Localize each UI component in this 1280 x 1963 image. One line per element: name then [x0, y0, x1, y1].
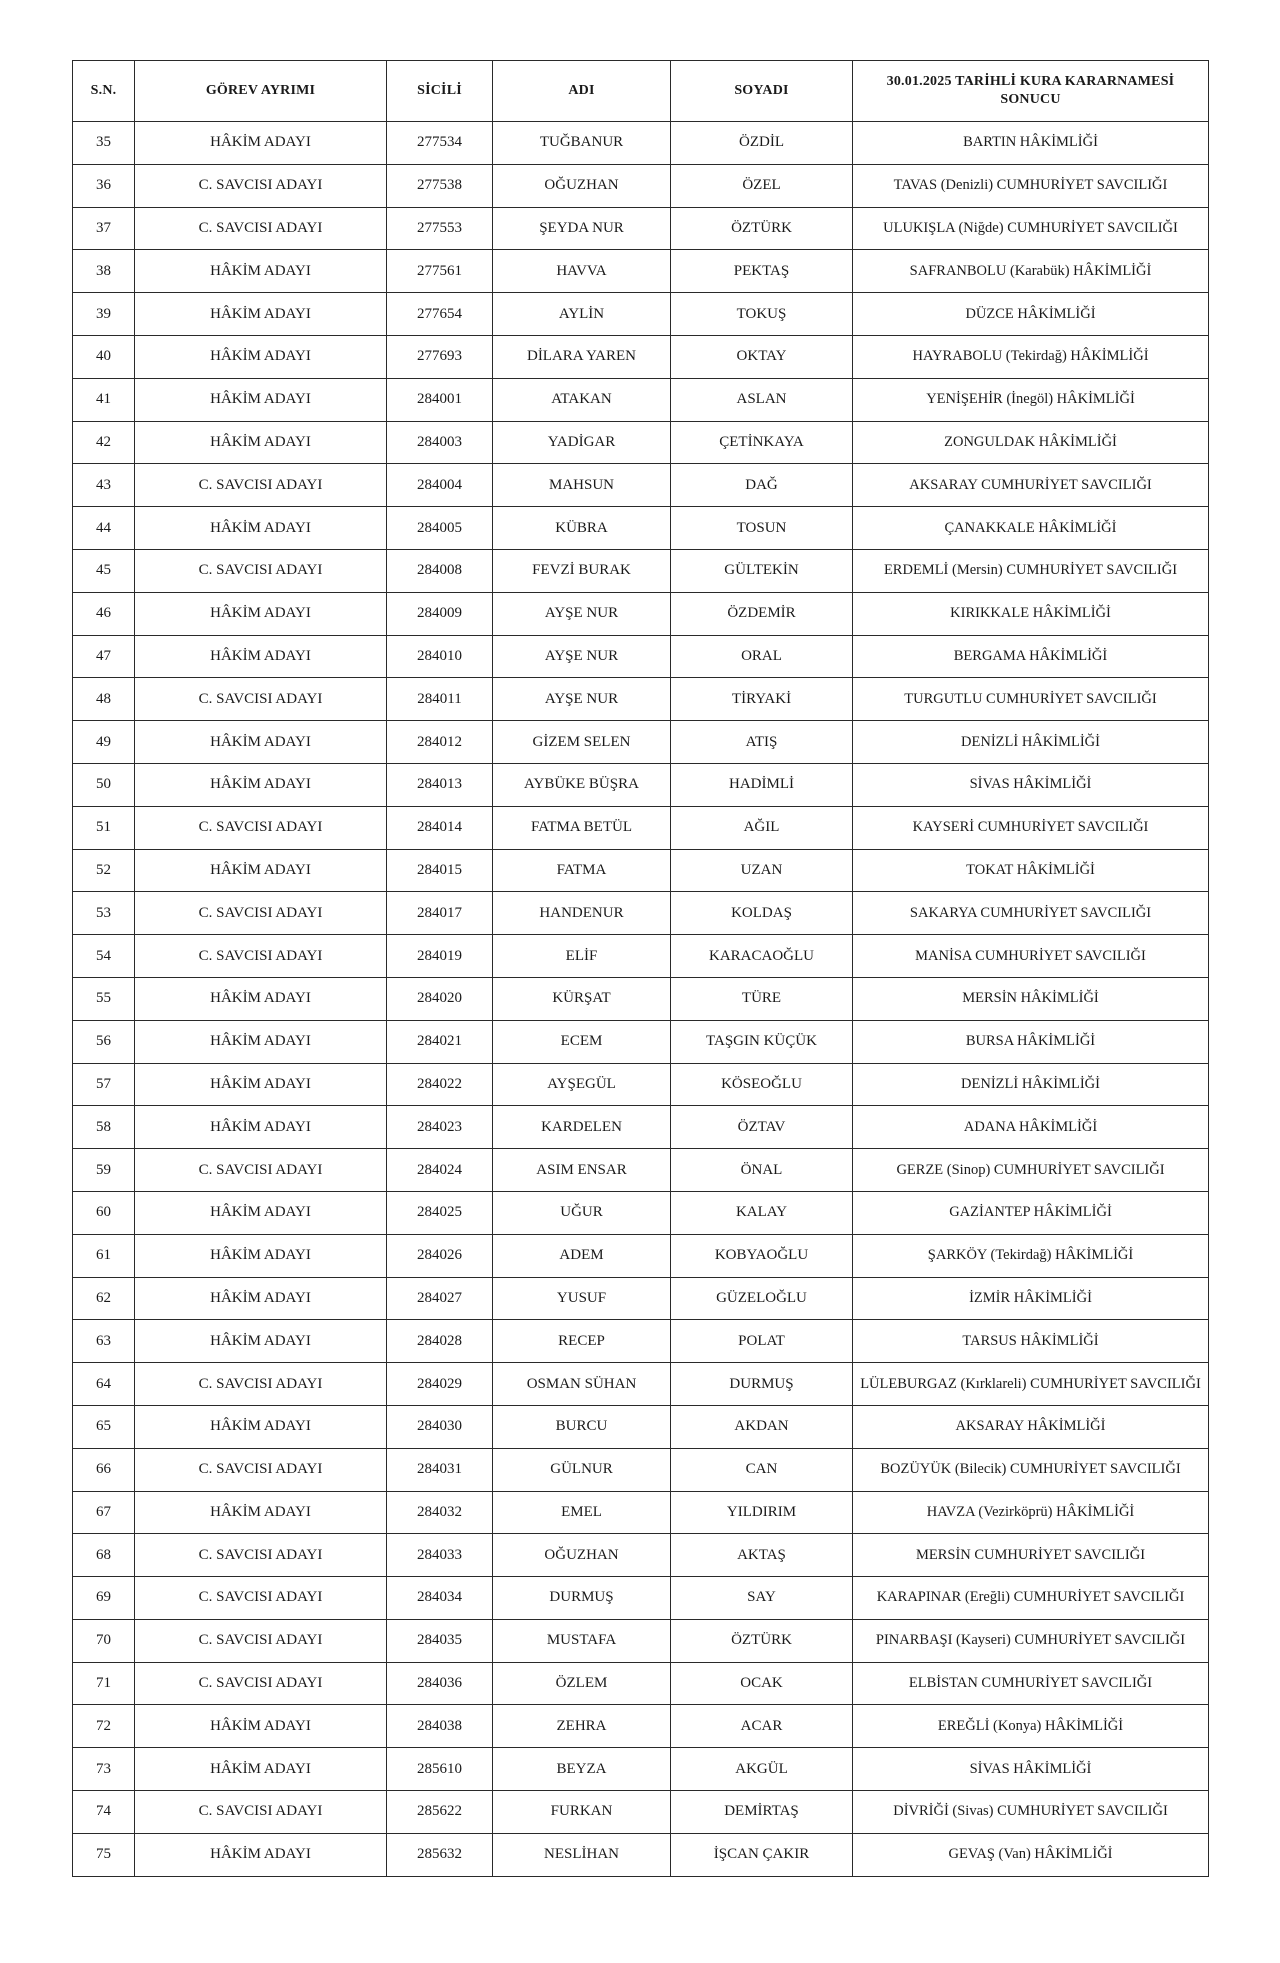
cell-kura-sonucu: KAYSERİ CUMHURİYET SAVCILIĞI — [853, 806, 1209, 849]
cell-adi: EMEL — [493, 1491, 671, 1534]
cell-sicili: 277561 — [387, 250, 493, 293]
cell-kura-sonucu: KARAPINAR (Ereğli) CUMHURİYET SAVCILIĞI — [853, 1577, 1209, 1620]
table-row — [73, 977, 1209, 1020]
cell-sicili: 284029 — [387, 1363, 493, 1406]
cell-soyadi: ORAL — [671, 635, 853, 678]
table-row — [73, 1234, 1209, 1277]
cell-sicili: 284008 — [387, 549, 493, 592]
cell-gorev-ayrimi: HÂKİM ADAYI — [135, 1405, 387, 1448]
table-row — [73, 335, 1209, 378]
cell-sicili: 284019 — [387, 935, 493, 978]
cell-sn: 51 — [73, 806, 135, 849]
cell-sicili: 284027 — [387, 1277, 493, 1320]
cell-gorev-ayrimi: HÂKİM ADAYI — [135, 635, 387, 678]
table-row — [73, 1577, 1209, 1620]
cell-soyadi: UZAN — [671, 849, 853, 892]
cell-sn: 73 — [73, 1748, 135, 1791]
cell-kura-sonucu: ULUKIŞLA (Niğde) CUMHURİYET SAVCILIĞI — [853, 207, 1209, 250]
cell-sicili: 284028 — [387, 1320, 493, 1363]
table-row — [73, 806, 1209, 849]
cell-sn: 48 — [73, 678, 135, 721]
cell-sn: 58 — [73, 1106, 135, 1149]
cell-adi: GİZEM SELEN — [493, 721, 671, 764]
cell-sn: 70 — [73, 1619, 135, 1662]
table-row — [73, 549, 1209, 592]
cell-sicili: 277553 — [387, 207, 493, 250]
cell-soyadi: ÖZEL — [671, 164, 853, 207]
cell-adi: FATMA — [493, 849, 671, 892]
table-row — [73, 1448, 1209, 1491]
cell-kura-sonucu: ZONGULDAK HÂKİMLİĞİ — [853, 421, 1209, 464]
cell-kura-sonucu: ERDEMLİ (Mersin) CUMHURİYET SAVCILIĞI — [853, 549, 1209, 592]
cell-soyadi: GÜZELOĞLU — [671, 1277, 853, 1320]
cell-gorev-ayrimi: HÂKİM ADAYI — [135, 507, 387, 550]
table-row — [73, 1277, 1209, 1320]
cell-adi: BURCU — [493, 1405, 671, 1448]
cell-sicili: 285632 — [387, 1833, 493, 1876]
cell-kura-sonucu: BURSA HÂKİMLİĞİ — [853, 1020, 1209, 1063]
cell-sicili: 284010 — [387, 635, 493, 678]
cell-kura-sonucu: TURGUTLU CUMHURİYET SAVCILIĞI — [853, 678, 1209, 721]
cell-soyadi: ACAR — [671, 1705, 853, 1748]
cell-soyadi: GÜLTEKİN — [671, 549, 853, 592]
cell-kura-sonucu: DİVRİĞİ (Sivas) CUMHURİYET SAVCILIĞI — [853, 1791, 1209, 1834]
cell-sicili: 284009 — [387, 592, 493, 635]
cell-gorev-ayrimi: HÂKİM ADAYI — [135, 721, 387, 764]
cell-kura-sonucu: MANİSA CUMHURİYET SAVCILIĞI — [853, 935, 1209, 978]
table-row — [73, 1662, 1209, 1705]
cell-sicili: 277534 — [387, 122, 493, 165]
cell-kura-sonucu: SAKARYA CUMHURİYET SAVCILIĞI — [853, 892, 1209, 935]
cell-adi: AYŞE NUR — [493, 635, 671, 678]
cell-adi: AYBÜKE BÜŞRA — [493, 763, 671, 806]
document-page — [72, 60, 1208, 1877]
table-row — [73, 207, 1209, 250]
cell-adi: ADEM — [493, 1234, 671, 1277]
table-row — [73, 507, 1209, 550]
cell-sicili: 284036 — [387, 1662, 493, 1705]
cell-sn: 59 — [73, 1149, 135, 1192]
cell-gorev-ayrimi: C. SAVCISI ADAYI — [135, 1534, 387, 1577]
cell-sicili: 284005 — [387, 507, 493, 550]
cell-sn: 45 — [73, 549, 135, 592]
cell-kura-sonucu: TARSUS HÂKİMLİĞİ — [853, 1320, 1209, 1363]
cell-soyadi: ÇETİNKAYA — [671, 421, 853, 464]
table-row — [73, 1020, 1209, 1063]
cell-gorev-ayrimi: HÂKİM ADAYI — [135, 1833, 387, 1876]
cell-sn: 68 — [73, 1534, 135, 1577]
cell-soyadi: KOLDAŞ — [671, 892, 853, 935]
cell-soyadi: TOSUN — [671, 507, 853, 550]
cell-adi: DURMUŞ — [493, 1577, 671, 1620]
table-row — [73, 935, 1209, 978]
table-row — [73, 1405, 1209, 1448]
table-row — [73, 164, 1209, 207]
table-row — [73, 250, 1209, 293]
cell-adi: ŞEYDA NUR — [493, 207, 671, 250]
cell-sn: 47 — [73, 635, 135, 678]
cell-soyadi: KÖSEOĞLU — [671, 1063, 853, 1106]
cell-sn: 49 — [73, 721, 135, 764]
cell-sn: 61 — [73, 1234, 135, 1277]
cell-sicili: 277538 — [387, 164, 493, 207]
cell-kura-sonucu: GAZİANTEP HÂKİMLİĞİ — [853, 1191, 1209, 1234]
cell-adi: KÜRŞAT — [493, 977, 671, 1020]
table-row — [73, 1363, 1209, 1406]
cell-sn: 50 — [73, 763, 135, 806]
cell-adi: AYŞE NUR — [493, 592, 671, 635]
cell-soyadi: ASLAN — [671, 378, 853, 421]
cell-sicili: 284038 — [387, 1705, 493, 1748]
cell-gorev-ayrimi: HÂKİM ADAYI — [135, 250, 387, 293]
cell-adi: YUSUF — [493, 1277, 671, 1320]
header-gorev-ayrimi: GÖREV AYRIMI — [135, 61, 387, 122]
cell-adi: KÜBRA — [493, 507, 671, 550]
cell-gorev-ayrimi: HÂKİM ADAYI — [135, 763, 387, 806]
cell-sicili: 284004 — [387, 464, 493, 507]
cell-soyadi: ÖZTAV — [671, 1106, 853, 1149]
table-row — [73, 1748, 1209, 1791]
cell-sn: 46 — [73, 592, 135, 635]
table-row — [73, 1320, 1209, 1363]
cell-adi: AYŞEGÜL — [493, 1063, 671, 1106]
cell-gorev-ayrimi: C. SAVCISI ADAYI — [135, 1791, 387, 1834]
cell-gorev-ayrimi: C. SAVCISI ADAYI — [135, 806, 387, 849]
cell-sicili: 284014 — [387, 806, 493, 849]
cell-gorev-ayrimi: HÂKİM ADAYI — [135, 1705, 387, 1748]
cell-sn: 36 — [73, 164, 135, 207]
cell-gorev-ayrimi: C. SAVCISI ADAYI — [135, 678, 387, 721]
cell-gorev-ayrimi: C. SAVCISI ADAYI — [135, 1619, 387, 1662]
cell-gorev-ayrimi: C. SAVCISI ADAYI — [135, 1363, 387, 1406]
table-row — [73, 1705, 1209, 1748]
table-row — [73, 849, 1209, 892]
cell-sn: 53 — [73, 892, 135, 935]
cell-gorev-ayrimi: C. SAVCISI ADAYI — [135, 549, 387, 592]
cell-soyadi: OKTAY — [671, 335, 853, 378]
table-row — [73, 1791, 1209, 1834]
cell-adi: KARDELEN — [493, 1106, 671, 1149]
cell-sicili: 277654 — [387, 293, 493, 336]
cell-kura-sonucu: DÜZCE HÂKİMLİĞİ — [853, 293, 1209, 336]
cell-sicili: 284012 — [387, 721, 493, 764]
cell-sicili: 284035 — [387, 1619, 493, 1662]
cell-soyadi: DAĞ — [671, 464, 853, 507]
cell-kura-sonucu: TAVAS (Denizli) CUMHURİYET SAVCILIĞI — [853, 164, 1209, 207]
cell-adi: HAVVA — [493, 250, 671, 293]
cell-sn: 57 — [73, 1063, 135, 1106]
cell-soyadi: TOKUŞ — [671, 293, 853, 336]
cell-soyadi: KALAY — [671, 1191, 853, 1234]
cell-adi: DİLARA YAREN — [493, 335, 671, 378]
cell-kura-sonucu: SİVAS HÂKİMLİĞİ — [853, 763, 1209, 806]
kura-results-table — [72, 60, 1209, 1877]
cell-gorev-ayrimi: HÂKİM ADAYI — [135, 1063, 387, 1106]
cell-gorev-ayrimi: HÂKİM ADAYI — [135, 1277, 387, 1320]
table-row — [73, 678, 1209, 721]
cell-soyadi: TİRYAKİ — [671, 678, 853, 721]
table-row — [73, 1149, 1209, 1192]
cell-gorev-ayrimi: HÂKİM ADAYI — [135, 378, 387, 421]
cell-kura-sonucu: ŞARKÖY (Tekirdağ) HÂKİMLİĞİ — [853, 1234, 1209, 1277]
cell-sn: 41 — [73, 378, 135, 421]
cell-kura-sonucu: MERSİN HÂKİMLİĞİ — [853, 977, 1209, 1020]
cell-sicili: 284015 — [387, 849, 493, 892]
cell-adi: OSMAN SÜHAN — [493, 1363, 671, 1406]
cell-sn: 74 — [73, 1791, 135, 1834]
cell-sicili: 284032 — [387, 1491, 493, 1534]
cell-kura-sonucu: HAYRABOLU (Tekirdağ) HÂKİMLİĞİ — [853, 335, 1209, 378]
cell-sn: 55 — [73, 977, 135, 1020]
cell-soyadi: DURMUŞ — [671, 1363, 853, 1406]
table-row — [73, 1063, 1209, 1106]
cell-soyadi: ÖZTÜRK — [671, 207, 853, 250]
cell-adi: AYLİN — [493, 293, 671, 336]
cell-adi: UĞUR — [493, 1191, 671, 1234]
table-header-row — [73, 61, 1209, 122]
cell-kura-sonucu: MERSİN CUMHURİYET SAVCILIĞI — [853, 1534, 1209, 1577]
cell-gorev-ayrimi: C. SAVCISI ADAYI — [135, 1448, 387, 1491]
cell-soyadi: TÜRE — [671, 977, 853, 1020]
cell-soyadi: CAN — [671, 1448, 853, 1491]
cell-gorev-ayrimi: C. SAVCISI ADAYI — [135, 892, 387, 935]
header-sicili: SİCİLİ — [387, 61, 493, 122]
cell-sicili: 284021 — [387, 1020, 493, 1063]
cell-gorev-ayrimi: HÂKİM ADAYI — [135, 1234, 387, 1277]
cell-adi: FURKAN — [493, 1791, 671, 1834]
cell-gorev-ayrimi: C. SAVCISI ADAYI — [135, 207, 387, 250]
cell-sn: 39 — [73, 293, 135, 336]
cell-adi: OĞUZHAN — [493, 1534, 671, 1577]
cell-kura-sonucu: PINARBAŞI (Kayseri) CUMHURİYET SAVCILIĞI — [853, 1619, 1209, 1662]
cell-soyadi: POLAT — [671, 1320, 853, 1363]
table-row — [73, 464, 1209, 507]
cell-adi: HANDENUR — [493, 892, 671, 935]
cell-adi: AYŞE NUR — [493, 678, 671, 721]
cell-adi: MAHSUN — [493, 464, 671, 507]
cell-soyadi: TAŞGIN KÜÇÜK — [671, 1020, 853, 1063]
cell-sn: 60 — [73, 1191, 135, 1234]
cell-sn: 71 — [73, 1662, 135, 1705]
cell-sicili: 284003 — [387, 421, 493, 464]
cell-adi: GÜLNUR — [493, 1448, 671, 1491]
cell-adi: RECEP — [493, 1320, 671, 1363]
cell-kura-sonucu: SAFRANBOLU (Karabük) HÂKİMLİĞİ — [853, 250, 1209, 293]
cell-sicili: 284022 — [387, 1063, 493, 1106]
cell-gorev-ayrimi: C. SAVCISI ADAYI — [135, 1577, 387, 1620]
cell-kura-sonucu: DENİZLİ HÂKİMLİĞİ — [853, 721, 1209, 764]
table-body — [73, 122, 1209, 1877]
cell-adi: BEYZA — [493, 1748, 671, 1791]
cell-sicili: 277693 — [387, 335, 493, 378]
cell-sn: 72 — [73, 1705, 135, 1748]
cell-kura-sonucu: YENİŞEHİR (İnegöl) HÂKİMLİĞİ — [853, 378, 1209, 421]
cell-sicili: 284034 — [387, 1577, 493, 1620]
cell-sicili: 284033 — [387, 1534, 493, 1577]
cell-adi: OĞUZHAN — [493, 164, 671, 207]
cell-gorev-ayrimi: HÂKİM ADAYI — [135, 1491, 387, 1534]
cell-sn: 37 — [73, 207, 135, 250]
cell-gorev-ayrimi: HÂKİM ADAYI — [135, 335, 387, 378]
table-row — [73, 1106, 1209, 1149]
cell-sicili: 284030 — [387, 1405, 493, 1448]
table-row — [73, 421, 1209, 464]
cell-kura-sonucu: TOKAT HÂKİMLİĞİ — [853, 849, 1209, 892]
cell-sicili: 284031 — [387, 1448, 493, 1491]
cell-adi: MUSTAFA — [493, 1619, 671, 1662]
cell-gorev-ayrimi: C. SAVCISI ADAYI — [135, 935, 387, 978]
cell-sicili: 284017 — [387, 892, 493, 935]
cell-sicili: 284001 — [387, 378, 493, 421]
cell-sicili: 284023 — [387, 1106, 493, 1149]
table-row — [73, 122, 1209, 165]
cell-soyadi: KARACAOĞLU — [671, 935, 853, 978]
cell-soyadi: AKGÜL — [671, 1748, 853, 1791]
cell-kura-sonucu: EREĞLİ (Konya) HÂKİMLİĞİ — [853, 1705, 1209, 1748]
cell-sicili: 285622 — [387, 1791, 493, 1834]
cell-sicili: 284013 — [387, 763, 493, 806]
cell-soyadi: ÖZDEMİR — [671, 592, 853, 635]
cell-soyadi: SAY — [671, 1577, 853, 1620]
table-row — [73, 378, 1209, 421]
cell-sn: 40 — [73, 335, 135, 378]
cell-gorev-ayrimi: HÂKİM ADAYI — [135, 1020, 387, 1063]
cell-soyadi: İŞCAN ÇAKIR — [671, 1833, 853, 1876]
cell-gorev-ayrimi: HÂKİM ADAYI — [135, 122, 387, 165]
cell-gorev-ayrimi: C. SAVCISI ADAYI — [135, 464, 387, 507]
cell-kura-sonucu: KIRIKKALE HÂKİMLİĞİ — [853, 592, 1209, 635]
table-row — [73, 1491, 1209, 1534]
cell-kura-sonucu: ÇANAKKALE HÂKİMLİĞİ — [853, 507, 1209, 550]
table-row — [73, 1833, 1209, 1876]
cell-soyadi: ATIŞ — [671, 721, 853, 764]
cell-kura-sonucu: HAVZA (Vezirköprü) HÂKİMLİĞİ — [853, 1491, 1209, 1534]
table-row — [73, 1534, 1209, 1577]
cell-soyadi: HADİMLİ — [671, 763, 853, 806]
cell-sn: 43 — [73, 464, 135, 507]
cell-soyadi: ÖNAL — [671, 1149, 853, 1192]
cell-gorev-ayrimi: HÂKİM ADAYI — [135, 1191, 387, 1234]
header-soyadi: SOYADI — [671, 61, 853, 122]
cell-kura-sonucu: DENİZLİ HÂKİMLİĞİ — [853, 1063, 1209, 1106]
cell-adi: ÖZLEM — [493, 1662, 671, 1705]
cell-sn: 64 — [73, 1363, 135, 1406]
cell-sicili: 285610 — [387, 1748, 493, 1791]
header-sn: S.N. — [73, 61, 135, 122]
cell-gorev-ayrimi: HÂKİM ADAYI — [135, 849, 387, 892]
cell-sn: 62 — [73, 1277, 135, 1320]
table-row — [73, 1191, 1209, 1234]
cell-sn: 75 — [73, 1833, 135, 1876]
table-row — [73, 293, 1209, 336]
cell-gorev-ayrimi: HÂKİM ADAYI — [135, 421, 387, 464]
cell-sn: 38 — [73, 250, 135, 293]
cell-sicili: 284011 — [387, 678, 493, 721]
cell-kura-sonucu: ELBİSTAN CUMHURİYET SAVCILIĞI — [853, 1662, 1209, 1705]
cell-gorev-ayrimi: HÂKİM ADAYI — [135, 1748, 387, 1791]
cell-soyadi: OCAK — [671, 1662, 853, 1705]
cell-gorev-ayrimi: HÂKİM ADAYI — [135, 1106, 387, 1149]
cell-kura-sonucu: BOZÜYÜK (Bilecik) CUMHURİYET SAVCILIĞI — [853, 1448, 1209, 1491]
table-row — [73, 763, 1209, 806]
cell-sicili: 284020 — [387, 977, 493, 1020]
cell-sn: 66 — [73, 1448, 135, 1491]
cell-adi: ZEHRA — [493, 1705, 671, 1748]
cell-gorev-ayrimi: C. SAVCISI ADAYI — [135, 164, 387, 207]
cell-kura-sonucu: GEVAŞ (Van) HÂKİMLİĞİ — [853, 1833, 1209, 1876]
cell-soyadi: YILDIRIM — [671, 1491, 853, 1534]
cell-soyadi: AKDAN — [671, 1405, 853, 1448]
cell-kura-sonucu: GERZE (Sinop) CUMHURİYET SAVCILIĞI — [853, 1149, 1209, 1192]
cell-sn: 67 — [73, 1491, 135, 1534]
cell-adi: NESLİHAN — [493, 1833, 671, 1876]
cell-soyadi: KOBYAOĞLU — [671, 1234, 853, 1277]
table-row — [73, 721, 1209, 764]
cell-gorev-ayrimi: HÂKİM ADAYI — [135, 293, 387, 336]
cell-gorev-ayrimi: HÂKİM ADAYI — [135, 592, 387, 635]
cell-sn: 69 — [73, 1577, 135, 1620]
cell-soyadi: AĞIL — [671, 806, 853, 849]
cell-kura-sonucu: ADANA HÂKİMLİĞİ — [853, 1106, 1209, 1149]
cell-kura-sonucu: AKSARAY HÂKİMLİĞİ — [853, 1405, 1209, 1448]
cell-sicili: 284024 — [387, 1149, 493, 1192]
cell-sn: 65 — [73, 1405, 135, 1448]
table-row — [73, 592, 1209, 635]
cell-adi: ECEM — [493, 1020, 671, 1063]
cell-adi: ATAKAN — [493, 378, 671, 421]
cell-adi: FEVZİ BURAK — [493, 549, 671, 592]
cell-kura-sonucu: BARTIN HÂKİMLİĞİ — [853, 122, 1209, 165]
cell-soyadi: DEMİRTAŞ — [671, 1791, 853, 1834]
cell-adi: ELİF — [493, 935, 671, 978]
cell-soyadi: ÖZDİL — [671, 122, 853, 165]
cell-soyadi: PEKTAŞ — [671, 250, 853, 293]
cell-soyadi: ÖZTÜRK — [671, 1619, 853, 1662]
cell-sn: 63 — [73, 1320, 135, 1363]
cell-sn: 52 — [73, 849, 135, 892]
cell-kura-sonucu: BERGAMA HÂKİMLİĞİ — [853, 635, 1209, 678]
cell-soyadi: AKTAŞ — [671, 1534, 853, 1577]
cell-adi: TUĞBANUR — [493, 122, 671, 165]
header-adi: ADI — [493, 61, 671, 122]
cell-sn: 44 — [73, 507, 135, 550]
cell-kura-sonucu: İZMİR HÂKİMLİĞİ — [853, 1277, 1209, 1320]
cell-adi: FATMA BETÜL — [493, 806, 671, 849]
cell-sn: 35 — [73, 122, 135, 165]
cell-gorev-ayrimi: C. SAVCISI ADAYI — [135, 1149, 387, 1192]
cell-kura-sonucu: SİVAS HÂKİMLİĞİ — [853, 1748, 1209, 1791]
cell-kura-sonucu: AKSARAY CUMHURİYET SAVCILIĞI — [853, 464, 1209, 507]
cell-gorev-ayrimi: HÂKİM ADAYI — [135, 977, 387, 1020]
table-row — [73, 635, 1209, 678]
cell-sn: 56 — [73, 1020, 135, 1063]
cell-adi: ASIM ENSAR — [493, 1149, 671, 1192]
table-row — [73, 892, 1209, 935]
cell-sn: 54 — [73, 935, 135, 978]
cell-gorev-ayrimi: C. SAVCISI ADAYI — [135, 1662, 387, 1705]
cell-gorev-ayrimi: HÂKİM ADAYI — [135, 1320, 387, 1363]
cell-kura-sonucu: LÜLEBURGAZ (Kırklareli) CUMHURİYET SAVCILIĞI — [853, 1363, 1209, 1406]
cell-sicili: 284026 — [387, 1234, 493, 1277]
header-kura-sonucu: 30.01.2025 TARİHLİ KURA KARARNAMESİ SONUCU — [853, 61, 1209, 122]
table-row — [73, 1619, 1209, 1662]
cell-sicili: 284025 — [387, 1191, 493, 1234]
cell-sn: 42 — [73, 421, 135, 464]
cell-adi: YADİGAR — [493, 421, 671, 464]
